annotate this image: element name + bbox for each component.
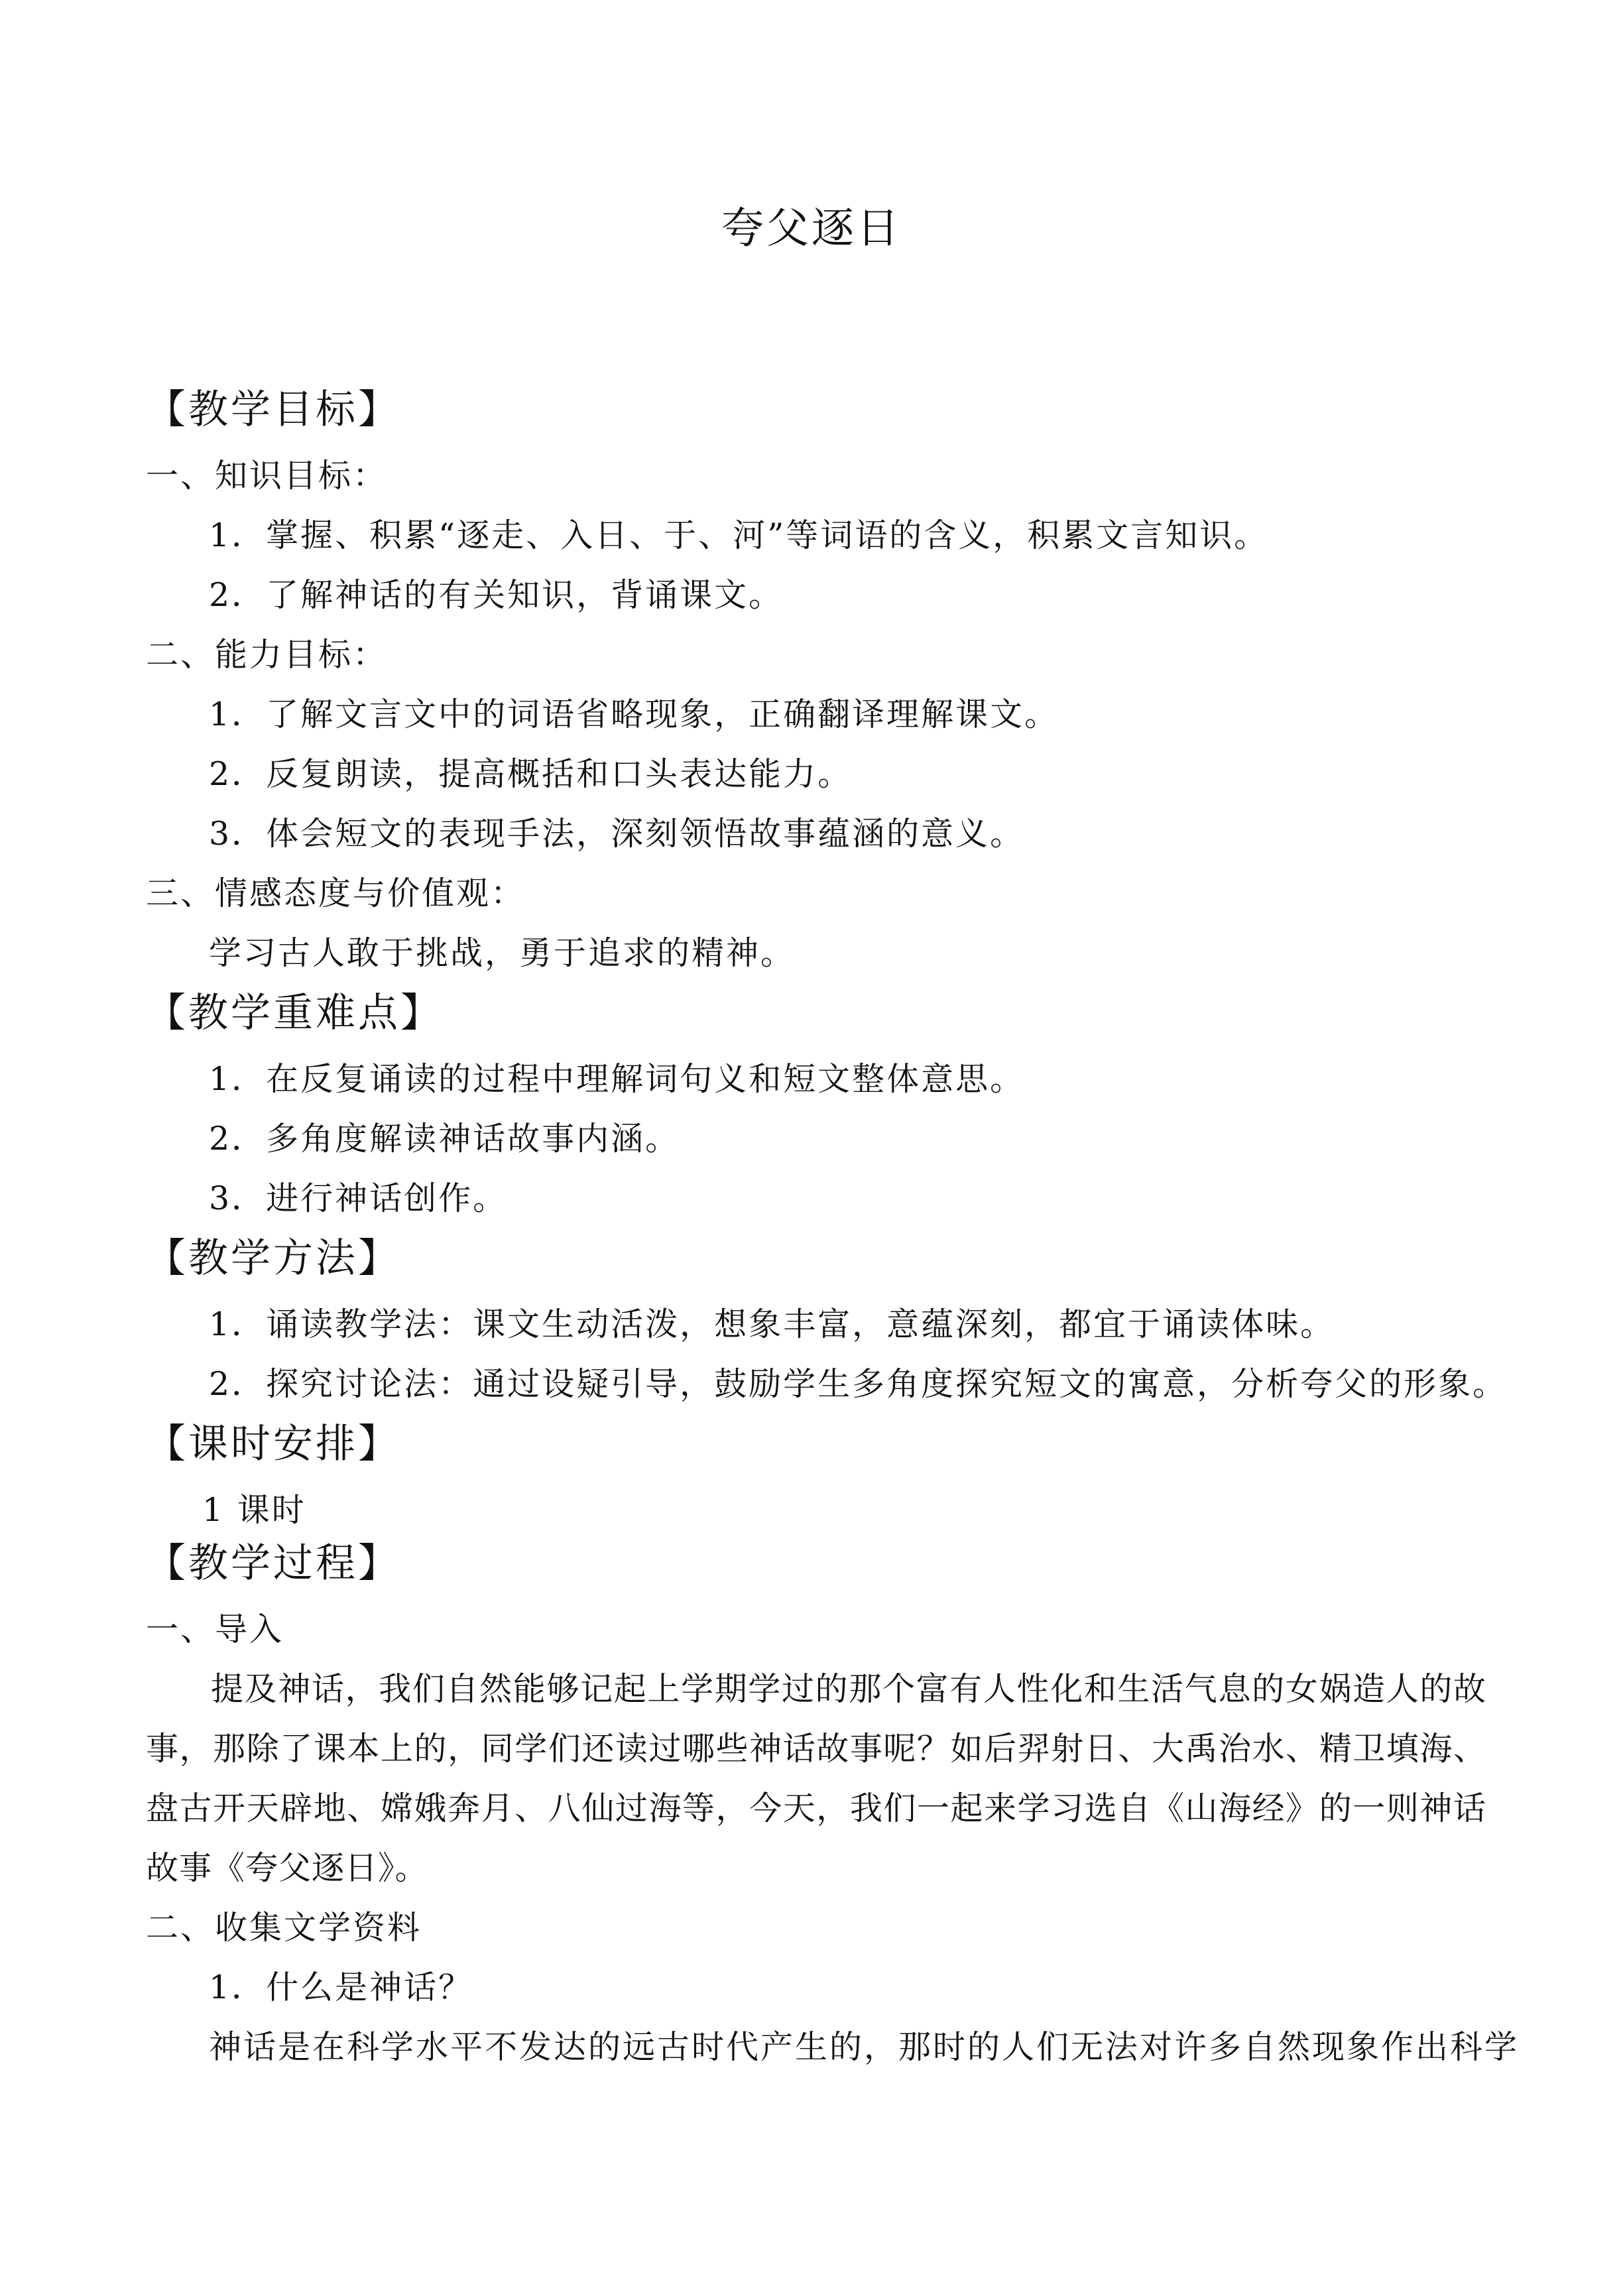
schedule-text: 1 课时 bbox=[202, 1491, 306, 1529]
intro-paragraph: 提及神话，我们自然能够记起上学期学过的那个富有人性化和生活气息的女娲造人的故事，那除了课本上的，同学们还读过哪些神话故事呢？如后羿射日、大禹治水、精卫填海、盘古开天辟地、嫦娥奔月、八仙过海等，今天，我们一起来学习选自《山海经》的一则神话故事《夸父逐日》。 bbox=[146, 1670, 1486, 1887]
schedule-heading: 【课时安排】 bbox=[146, 1421, 400, 1467]
emotion-goals-heading: 三、情感态度与价值观： bbox=[146, 875, 526, 912]
ability-item: 1．了解文言文中的词语省略现象，正确翻译理解课文。 bbox=[209, 695, 1059, 733]
ability-item: 2．反复朗读，提高概括和口头表达能力。 bbox=[209, 755, 853, 793]
intro-heading: 一、导入 bbox=[146, 1610, 284, 1648]
method-item: 1．诵读教学法：课文生动活泼，想象丰富，意蕴深刻，都宜于诵读体味。 bbox=[209, 1305, 1335, 1343]
ability-goals-heading: 二、能力目标： bbox=[146, 636, 388, 674]
key-point-item: 1．在反复诵读的过程中理解词句义和短文整体意思。 bbox=[209, 1060, 1025, 1098]
knowledge-item: 1．掌握、积累“逐走、入日、于、河”等词语的含义，积累文言知识。 bbox=[209, 516, 1269, 554]
knowledge-goals-heading: 一、知识目标： bbox=[146, 457, 388, 495]
ability-item: 3．体会短文的表现手法，深刻领悟故事蕴涵的意义。 bbox=[209, 815, 1025, 853]
collect-heading: 二、收集文学资料 bbox=[146, 1909, 422, 1947]
key-points-heading: 【教学重难点】 bbox=[146, 990, 443, 1036]
collect-paragraph: 神话是在科学水平不发达的远古时代产生的，那时的人们无法对许多自然现象作出科学 bbox=[209, 2028, 1520, 2066]
teaching-methods-heading: 【教学方法】 bbox=[146, 1235, 400, 1282]
key-point-item: 3．进行神话创作。 bbox=[209, 1179, 508, 1217]
teaching-goals-heading: 【教学目标】 bbox=[146, 387, 400, 433]
emotion-text: 学习古人敢于挑战，勇于追求的精神。 bbox=[209, 934, 796, 972]
key-point-item: 2．多角度解读神话故事内涵。 bbox=[209, 1120, 680, 1158]
teaching-process-heading: 【教学过程】 bbox=[146, 1540, 400, 1587]
document-title: 夸父逐日 bbox=[721, 204, 902, 253]
collect-question: 1．什么是神话？ bbox=[209, 1968, 473, 2006]
knowledge-item: 2．了解神话的有关知识，背诵课文。 bbox=[209, 576, 784, 614]
method-item: 2．探究讨论法：通过设疑引导，鼓励学生多角度探究短文的寓意，分析夸父的形象。 bbox=[209, 1365, 1508, 1403]
